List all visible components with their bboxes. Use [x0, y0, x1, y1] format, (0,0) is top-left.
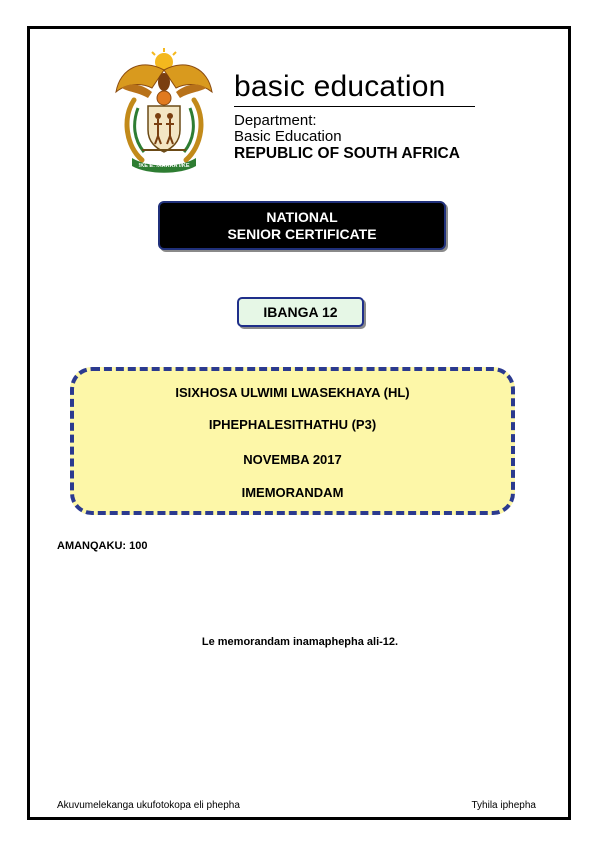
subject-title: ISIXHOSA ULWIMI LWASEKHAYA (HL) [175, 385, 410, 400]
exam-date: NOVEMBA 2017 [243, 452, 342, 467]
grade-badge: IBANGA 12 [237, 297, 364, 327]
certificate-line-2: SENIOR CERTIFICATE [227, 225, 377, 242]
turn-over-note: Tyhila iphepha [471, 800, 536, 811]
emblem-motto: !KE E: /XARRA //KE [138, 163, 190, 169]
paper-number: IPHEPHALESITHATHU (P3) [208, 417, 377, 432]
subject-panel [70, 367, 515, 515]
document-type: IMEMORANDAM [241, 485, 344, 500]
department-name: Basic Education [234, 128, 342, 145]
south-africa-coat-of-arms-icon [112, 48, 216, 176]
brand-rule [234, 106, 475, 107]
department-label: Department: [234, 112, 317, 129]
copyright-notice: Akuvumelekanga ukufotokopa eli phepha [57, 800, 240, 811]
page-count-note: Le memorandam inamaphepha ali-12. [201, 636, 399, 648]
country-name: REPUBLIC OF SOUTH AFRICA [234, 145, 460, 162]
certificate-line-1: NATIONAL [266, 208, 338, 225]
total-marks: AMANQAKU: 100 [57, 540, 148, 552]
brand-title: basic education [234, 70, 446, 103]
certificate-banner [158, 201, 446, 250]
